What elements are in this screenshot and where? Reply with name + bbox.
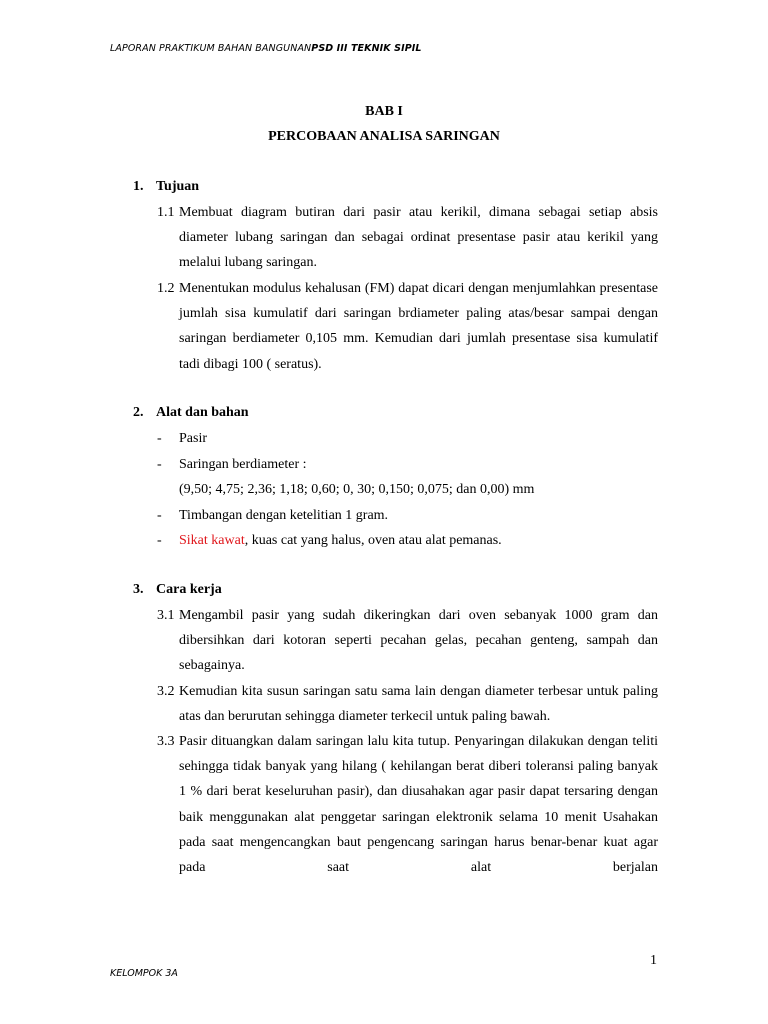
bullet-text: Timbangan dengan ketelitian 1 gram. xyxy=(179,508,389,523)
list-item xyxy=(157,679,658,729)
item-text: Kemudian kita susun saringan satu sama lain dengan diameter terbesar untuk paling atas dan berurutan sehingga diameter terkecil untuk paling bawah. xyxy=(179,684,658,725)
bullet-item xyxy=(157,452,307,477)
section-title: Alat dan bahan xyxy=(156,405,249,420)
bullet-text: Pasir xyxy=(179,431,207,446)
header-report-title: LAPORAN PRAKTIKUM BAHAN BANGUNAN xyxy=(110,43,312,54)
section-title: Tujuan xyxy=(156,179,200,194)
chapter-label: BAB I xyxy=(365,104,403,119)
bullet-dash: - xyxy=(157,533,162,548)
item-number: 3.2 xyxy=(157,684,175,699)
bullet-text: , kuas cat yang halus, oven atau alat pemanas. xyxy=(244,533,502,548)
item-number: 1.2 xyxy=(157,281,175,296)
bullet-item-continuation xyxy=(157,477,534,502)
bullet-item xyxy=(157,528,502,553)
item-text: Pasir dituangkan dalam saringan lalu kita tutup. Penyaringan dilakukan dengan teliti sehingga tidak banyak yang hilang ( kehilangan berat diberi toleransi paling banyak 1 % dari berat keseluruhan pasir), dan diusahakan agar pasir dapat tersaring dengan baik menggunakan alat penggetar saringan elektronik selama 10 menit Usahakan pada saat mengencangkan baut pengencang saringan harus benar-benar kuat agar pada saat alat berjalan xyxy=(179,734,658,876)
chapter-title: PERCOBAAN ANALISA SARINGAN xyxy=(268,129,500,144)
page-number: 1 xyxy=(650,953,657,968)
list-item xyxy=(157,729,658,880)
bullet-dash: - xyxy=(157,431,162,446)
section-heading-tujuan xyxy=(133,179,199,195)
bullet-dash: - xyxy=(157,457,162,472)
bullet-dash: - xyxy=(157,508,162,523)
list-item xyxy=(157,603,658,679)
bullet-item xyxy=(157,503,388,528)
page-footer: KELOMPOK 3A xyxy=(110,968,178,979)
bullet-text: Saringan berdiameter : xyxy=(179,457,307,472)
bullet-item xyxy=(157,426,207,451)
section-title: Cara kerja xyxy=(156,582,222,597)
item-text: Mengambil pasir yang sudah dikeringkan dari oven sebanyak 1000 gram dan dibersihkan dari kotoran seperti pecahan gelas, pecahan genteng, sampah dan sebagainya. xyxy=(179,608,658,674)
highlighted-text: Sikat kawat xyxy=(179,533,245,548)
item-text: Menentukan modulus kehalusan (FM) dapat dicari dengan menjumlahkan presentase jumlah sisa kumulatif dari saringan brdiameter paling atas/besar sampai dengan saringan berdiameter 0,105 mm. Kemudian dari jumlah presentase sisa kumulatif tadi dibagi 100 ( seratus). xyxy=(179,281,658,372)
item-number: 3.1 xyxy=(157,608,175,623)
list-item xyxy=(157,200,658,276)
section-number: 2. xyxy=(133,405,144,420)
list-item xyxy=(157,276,658,377)
item-number: 1.1 xyxy=(157,205,175,220)
header-program: PSD III TEKNIK SIPIL xyxy=(311,43,422,54)
section-heading-alat-dan-bahan xyxy=(133,405,249,421)
bullet-text: (9,50; 4,75; 2,36; 1,18; 0,60; 0, 30; 0,150; 0,075; dan 0,00) mm xyxy=(179,482,535,497)
section-number: 3. xyxy=(133,582,144,597)
bullet-text-wrapper xyxy=(179,528,502,553)
section-number: 1. xyxy=(133,179,144,194)
page-header xyxy=(110,43,422,54)
item-text: Membuat diagram butiran dari pasir atau kerikil, dimana sebagai setiap absis diameter lubang saringan dan sebagai ordinat presentase pasir atau kerikil yang melalui lubang saringan. xyxy=(179,205,658,271)
item-number: 3.3 xyxy=(157,734,175,749)
section-heading-cara-kerja xyxy=(133,582,222,598)
